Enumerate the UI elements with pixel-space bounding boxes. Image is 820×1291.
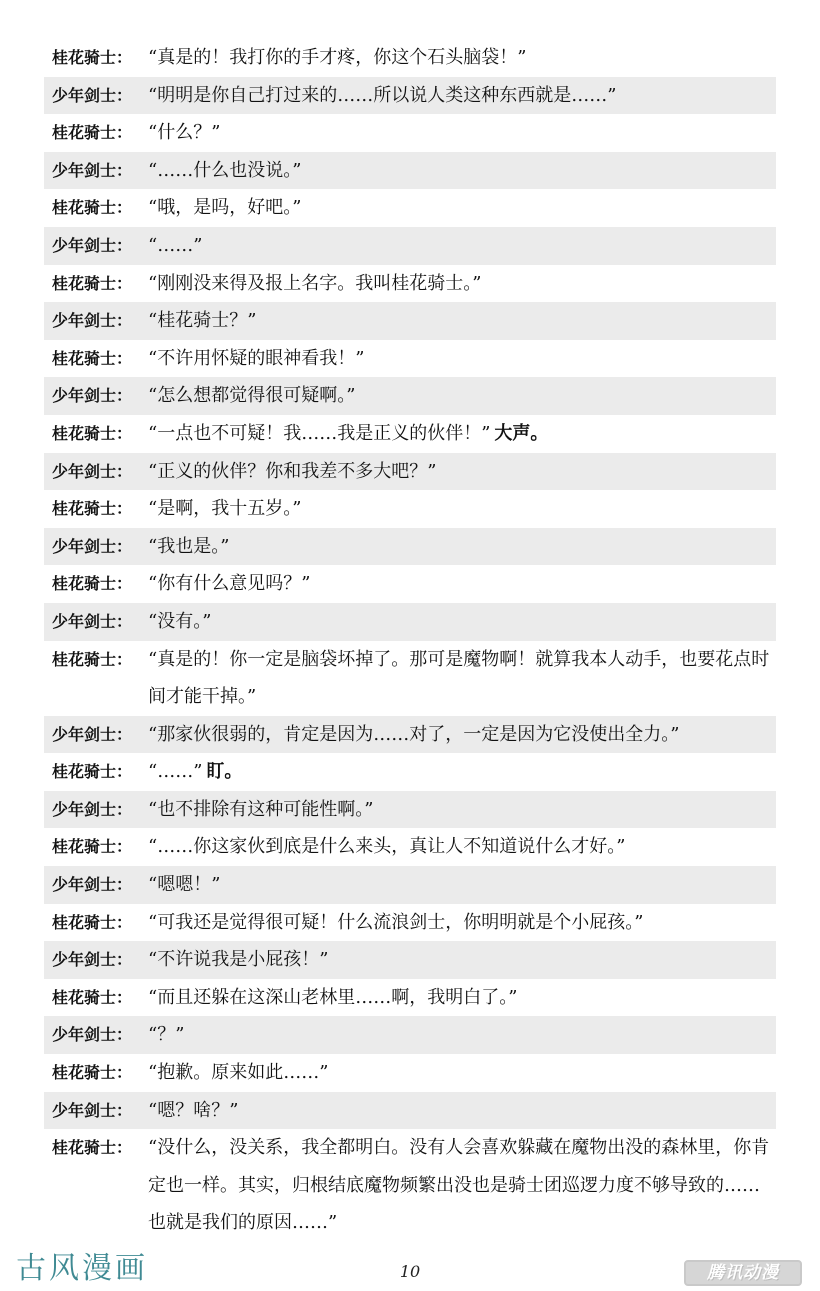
dialogue-line — [44, 39, 776, 77]
dialogue-text — [148, 421, 776, 447]
dialogue-line — [44, 302, 776, 340]
dialogue-text — [148, 496, 776, 522]
dialogue-quote: “可我还是觉得很可疑！什么流浪剑士，你明明就是个小屁孩。” — [148, 911, 644, 933]
speaker-name: 桂花骑士： — [52, 574, 133, 594]
speaker-name: 桂花骑士： — [52, 123, 133, 143]
dialogue-line — [44, 265, 776, 303]
dialogue-line — [44, 528, 776, 566]
dialogue-text — [148, 83, 776, 109]
dialogue-line — [44, 979, 776, 1017]
dialogue-line — [44, 114, 776, 152]
dialogue-line — [44, 1129, 776, 1242]
dialogue-text — [148, 797, 776, 823]
dialogue-line — [44, 453, 776, 491]
speaker-name: 少年剑士： — [52, 536, 133, 556]
stage-direction: 大声。 — [494, 422, 549, 444]
dialogue-line — [44, 866, 776, 904]
dialogue-text — [148, 722, 776, 748]
dialogue-text — [148, 346, 776, 372]
dialogue-line — [44, 753, 776, 791]
dialogue-text — [148, 158, 776, 184]
site-logo: 古风漫画 — [16, 1251, 148, 1286]
speaker-name: 少年剑士： — [52, 611, 133, 631]
dialogue-text — [148, 641, 776, 716]
dialogue-text — [148, 872, 776, 898]
dialogue-text — [148, 947, 776, 973]
dialogue-quote: “你有什么意见吗？” — [148, 573, 311, 595]
stage-direction: 盯。 — [206, 761, 243, 783]
dialogue-text — [148, 459, 776, 485]
dialogue-quote: “我也是。” — [148, 535, 230, 557]
dialogue-line — [44, 1016, 776, 1054]
dialogue-quote: “是啊，我十五岁。” — [148, 498, 302, 520]
dialogue-text — [148, 1098, 776, 1124]
speaker-name: 桂花骑士： — [52, 198, 133, 218]
dialogue-quote: “也不排除有这种可能性啊。” — [148, 798, 374, 820]
dialogue-quote: “……你这家伙到底是什么来头，真让人不知道说什么才好。” — [148, 836, 626, 858]
dialogue-text — [148, 910, 776, 936]
dialogue-quote: “？” — [148, 1024, 185, 1046]
speaker-name: 桂花骑士： — [52, 348, 133, 368]
dialogue-quote: “没有。” — [148, 610, 212, 632]
dialogue-quote: “而且还躲在这深山老林里……啊，我明白了。” — [148, 986, 518, 1008]
dialogue-quote: “不许说我是小屁孩！” — [148, 949, 329, 971]
dialogue-line — [44, 1054, 776, 1092]
dialogue-text — [148, 195, 776, 221]
speaker-name: 少年剑士： — [52, 950, 133, 970]
dialogue-line — [44, 565, 776, 603]
dialogue-quote: “……” — [148, 761, 203, 783]
dialogue-line — [44, 641, 776, 716]
dialogue-text — [148, 271, 776, 297]
dialogue-quote: “刚刚没来得及报上名字。我叫桂花骑士。” — [148, 272, 482, 294]
dialogue-quote: “怎么想都觉得很可疑啊。” — [148, 385, 356, 407]
dialogue-text — [148, 233, 776, 259]
dialogue-line — [44, 828, 776, 866]
dialogue-quote: “正义的伙伴？你和我差不多大吧？” — [148, 460, 437, 482]
speaker-name: 桂花骑士： — [52, 649, 133, 669]
dialogue-quote: “……什么也没说。” — [148, 159, 302, 181]
dialogue-text — [148, 571, 776, 597]
dialogue-quote: “真是的！你一定是脑袋坏掉了。那可是魔物啊！就算我本人动手，也要花点时间才能干掉。” — [148, 648, 770, 708]
dialogue-text — [148, 609, 776, 635]
dialogue-quote: “没什么，没关系，我全都明白。没有人会喜欢躲藏在魔物出没的森林里，你肯定也一样。其实，归根结底魔物频繁出没也是骑士团巡逻力度不够导致的……也就是我们的原因……” — [148, 1137, 770, 1234]
speaker-name: 桂花骑士： — [52, 987, 133, 1007]
speaker-name: 少年剑士： — [52, 1100, 133, 1120]
speaker-name: 桂花骑士： — [52, 499, 133, 519]
speaker-name: 少年剑士： — [52, 1025, 133, 1045]
watermark-logo: 腾讯动漫 — [684, 1260, 802, 1286]
dialogue-line — [44, 189, 776, 227]
dialogue-text — [148, 120, 776, 146]
dialogue-line — [44, 340, 776, 378]
speaker-name: 桂花骑士： — [52, 1138, 133, 1158]
dialogue-line — [44, 415, 776, 453]
dialogue-quote: “那家伙很弱的，肯定是因为……对了，一定是因为它没使出全力。” — [148, 723, 680, 745]
dialogue-text — [148, 308, 776, 334]
dialogue-quote: “一点也不可疑！我……我是正义的伙伴！” — [148, 422, 491, 444]
speaker-name: 桂花骑士： — [52, 762, 133, 782]
dialogue-text — [148, 534, 776, 560]
speaker-name: 少年剑士： — [52, 311, 133, 331]
dialogue-line — [44, 377, 776, 415]
speaker-name: 少年剑士： — [52, 799, 133, 819]
dialogue-line — [44, 716, 776, 754]
dialogue-line — [44, 152, 776, 190]
dialogue-quote: “嗯？啥？” — [148, 1099, 239, 1121]
speaker-name: 桂花骑士： — [52, 423, 133, 443]
dialogue-text — [148, 985, 776, 1011]
dialogue-text — [148, 759, 776, 785]
speaker-name: 桂花骑士： — [52, 1063, 133, 1083]
speaker-name: 少年剑士： — [52, 160, 133, 180]
dialogue-text — [148, 45, 776, 71]
dialogue-line — [44, 490, 776, 528]
speaker-name: 少年剑士： — [52, 235, 133, 255]
dialogue-line — [44, 77, 776, 115]
dialogue-text — [148, 1022, 776, 1048]
dialogue-line — [44, 941, 776, 979]
speaker-name: 桂花骑士： — [52, 837, 133, 857]
dialogue-line — [44, 227, 776, 265]
dialogue-line — [44, 791, 776, 829]
dialogue-text — [148, 1060, 776, 1086]
speaker-name: 少年剑士： — [52, 724, 133, 744]
speaker-name: 少年剑士： — [52, 461, 133, 481]
dialogue-text — [148, 383, 776, 409]
dialogue-line — [44, 1092, 776, 1130]
speaker-name: 少年剑士： — [52, 85, 133, 105]
dialogue-quote: “哦，是吗，好吧。” — [148, 197, 302, 219]
dialogue-script — [44, 39, 776, 1242]
dialogue-quote: “……” — [148, 234, 203, 256]
speaker-name: 桂花骑士： — [52, 273, 133, 293]
speaker-name: 桂花骑士： — [52, 912, 133, 932]
dialogue-text — [148, 834, 776, 860]
dialogue-quote: “抱歉。原来如此……” — [148, 1062, 329, 1084]
dialogue-quote: “桂花骑士？” — [148, 310, 257, 332]
dialogue-line — [44, 603, 776, 641]
dialogue-quote: “嗯嗯！” — [148, 874, 221, 896]
dialogue-quote: “明明是你自己打过来的……所以说人类这种东西就是……” — [148, 84, 617, 106]
speaker-name: 少年剑士： — [52, 386, 133, 406]
speaker-name: 少年剑士： — [52, 875, 133, 895]
dialogue-quote: “真是的！我打你的手才疼，你这个石头脑袋！” — [148, 47, 527, 68]
dialogue-line — [44, 904, 776, 942]
dialogue-quote: “什么？” — [148, 122, 221, 144]
dialogue-text — [148, 1129, 776, 1242]
page-number: 10 — [399, 1262, 421, 1281]
dialogue-quote: “不许用怀疑的眼神看我！” — [148, 347, 365, 369]
speaker-name: 桂花骑士： — [52, 48, 133, 67]
